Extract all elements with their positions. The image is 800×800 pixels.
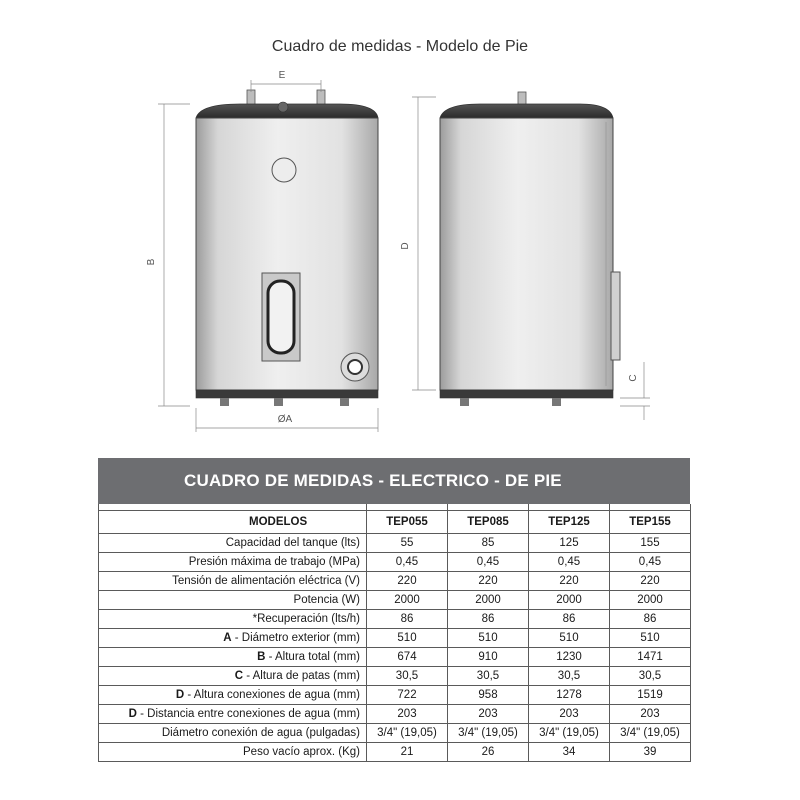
cell-value: 203 xyxy=(448,705,529,724)
cell-value: 510 xyxy=(448,629,529,648)
side-foot-1 xyxy=(460,398,469,406)
front-badge xyxy=(272,158,296,182)
cell-value: 0,45 xyxy=(610,553,691,572)
cell-value: 510 xyxy=(367,629,448,648)
row-label-text: Peso vacío aprox. (Kg) xyxy=(243,746,360,758)
cell-value: 0,45 xyxy=(448,553,529,572)
side-view xyxy=(440,92,620,406)
row-label xyxy=(99,553,367,572)
row-label-text: Presión máxima de trabajo (MPa) xyxy=(188,556,360,568)
foot-2 xyxy=(274,398,283,406)
cell-value: 30,5 xyxy=(448,667,529,686)
cell-value: 1519 xyxy=(610,686,691,705)
row-letter: C xyxy=(234,670,244,682)
cell-value: 910 xyxy=(448,648,529,667)
table-row xyxy=(99,629,691,648)
row-label xyxy=(99,629,367,648)
cell-value: 3/4" (19,05) xyxy=(610,724,691,743)
dim-label-a: ØA xyxy=(277,414,293,425)
dim-label-e: E xyxy=(278,70,286,81)
table-row xyxy=(99,743,691,762)
bottom-cap xyxy=(196,390,378,398)
table-row xyxy=(99,572,691,591)
cell-value: 30,5 xyxy=(529,667,610,686)
row-label xyxy=(99,743,367,762)
row-label-text: - Diámetro exterior (mm) xyxy=(231,632,360,644)
row-label-text: - Distancia entre conexiones de agua (mm) xyxy=(136,708,360,720)
row-label xyxy=(99,724,367,743)
row-label-text: Capacidad del tanque (lts) xyxy=(225,537,360,549)
page-title: Cuadro de medidas - Modelo de Pie xyxy=(271,38,529,55)
row-label-text: *Recuperación (lts/h) xyxy=(252,613,360,625)
row-label xyxy=(99,572,367,591)
control-window xyxy=(268,281,294,353)
cell-value: 86 xyxy=(367,610,448,629)
side-top-cap xyxy=(440,104,613,118)
cell-value: 1278 xyxy=(529,686,610,705)
table-row xyxy=(99,591,691,610)
cell-value: 674 xyxy=(367,648,448,667)
cell-value: 30,5 xyxy=(367,667,448,686)
row-label xyxy=(99,534,367,553)
foot-3 xyxy=(340,398,349,406)
table-row xyxy=(99,534,691,553)
row-letter: D xyxy=(128,708,137,720)
cell-value: 0,45 xyxy=(529,553,610,572)
cell-value: 510 xyxy=(529,629,610,648)
row-label-text: - Altura conexiones de agua (mm) xyxy=(184,689,360,701)
row-letter: D xyxy=(175,689,185,701)
cell-value: 21 xyxy=(367,743,448,762)
thermostat-knob-inner xyxy=(348,360,362,374)
model-name: TEP085 xyxy=(448,511,529,534)
table-row xyxy=(99,610,691,629)
cell-value: 220 xyxy=(529,572,610,591)
foot-1 xyxy=(220,398,229,406)
cell-value: 203 xyxy=(529,705,610,724)
spec-table xyxy=(98,458,690,762)
cell-value: 958 xyxy=(448,686,529,705)
side-bottom-cap xyxy=(440,390,613,398)
model-name: TEP055 xyxy=(367,511,448,534)
side-foot-2 xyxy=(552,398,561,406)
cell-value: 2000 xyxy=(367,591,448,610)
cell-value: 3/4" (19,05) xyxy=(448,724,529,743)
cell-value: 0,45 xyxy=(367,553,448,572)
dim-label-d: D xyxy=(400,242,411,250)
row-label-text: - Altura total (mm) xyxy=(265,651,360,663)
cell-value: 86 xyxy=(610,610,691,629)
row-label xyxy=(99,705,367,724)
cell-value: 3/4" (19,05) xyxy=(367,724,448,743)
cell-value: 86 xyxy=(529,610,610,629)
row-letter: B xyxy=(257,651,266,663)
row-label xyxy=(99,648,367,667)
cell-value: 2000 xyxy=(448,591,529,610)
row-label xyxy=(99,591,367,610)
cell-value: 220 xyxy=(610,572,691,591)
row-label-text: - Altura de patas (mm) xyxy=(243,670,360,682)
cell-value: 722 xyxy=(367,686,448,705)
cell-value: 2000 xyxy=(610,591,691,610)
dim-label-c: C xyxy=(628,374,639,382)
cell-value: 26 xyxy=(448,743,529,762)
cell-value: 203 xyxy=(610,705,691,724)
cell-value: 2000 xyxy=(529,591,610,610)
row-label-text: Diámetro conexión de agua (pulgadas) xyxy=(161,727,360,739)
cell-value: 1230 xyxy=(529,648,610,667)
table-row xyxy=(99,724,691,743)
row-label xyxy=(99,667,367,686)
model-name: TEP155 xyxy=(610,511,691,534)
cell-value: 39 xyxy=(610,743,691,762)
table-models-row xyxy=(99,511,691,534)
row-label xyxy=(99,610,367,629)
cell-value: 3/4" (19,05) xyxy=(529,724,610,743)
cell-value: 30,5 xyxy=(610,667,691,686)
row-letter: A xyxy=(223,632,232,644)
table-row xyxy=(99,705,691,724)
cell-value: 34 xyxy=(529,743,610,762)
table-row xyxy=(99,667,691,686)
cell-value: 510 xyxy=(610,629,691,648)
cell-value: 220 xyxy=(448,572,529,591)
cell-value: 155 xyxy=(610,534,691,553)
cell-value: 85 xyxy=(448,534,529,553)
row-label-text: Tensión de alimentación eléctrica (V) xyxy=(172,575,360,587)
cell-value: 1471 xyxy=(610,648,691,667)
row-label xyxy=(99,686,367,705)
row-label-text: Potencia (W) xyxy=(293,594,360,606)
front-view xyxy=(196,90,378,406)
side-body xyxy=(440,118,613,390)
table-header: CUADRO DE MEDIDAS - ELECTRICO - DE PIE xyxy=(98,458,690,504)
cell-value: 55 xyxy=(367,534,448,553)
spec-table-grid xyxy=(98,504,691,762)
table-row xyxy=(99,686,691,705)
top-cap-knob xyxy=(278,102,288,112)
model-name: TEP125 xyxy=(529,511,610,534)
cell-value: 220 xyxy=(367,572,448,591)
cell-value: 125 xyxy=(529,534,610,553)
cell-value: 203 xyxy=(367,705,448,724)
table-row xyxy=(99,553,691,572)
side-panel-protrusion xyxy=(611,272,620,360)
cell-value: 86 xyxy=(448,610,529,629)
models-label: MODELOS xyxy=(99,511,367,534)
table-row xyxy=(99,648,691,667)
dim-label-b: B xyxy=(146,258,157,266)
